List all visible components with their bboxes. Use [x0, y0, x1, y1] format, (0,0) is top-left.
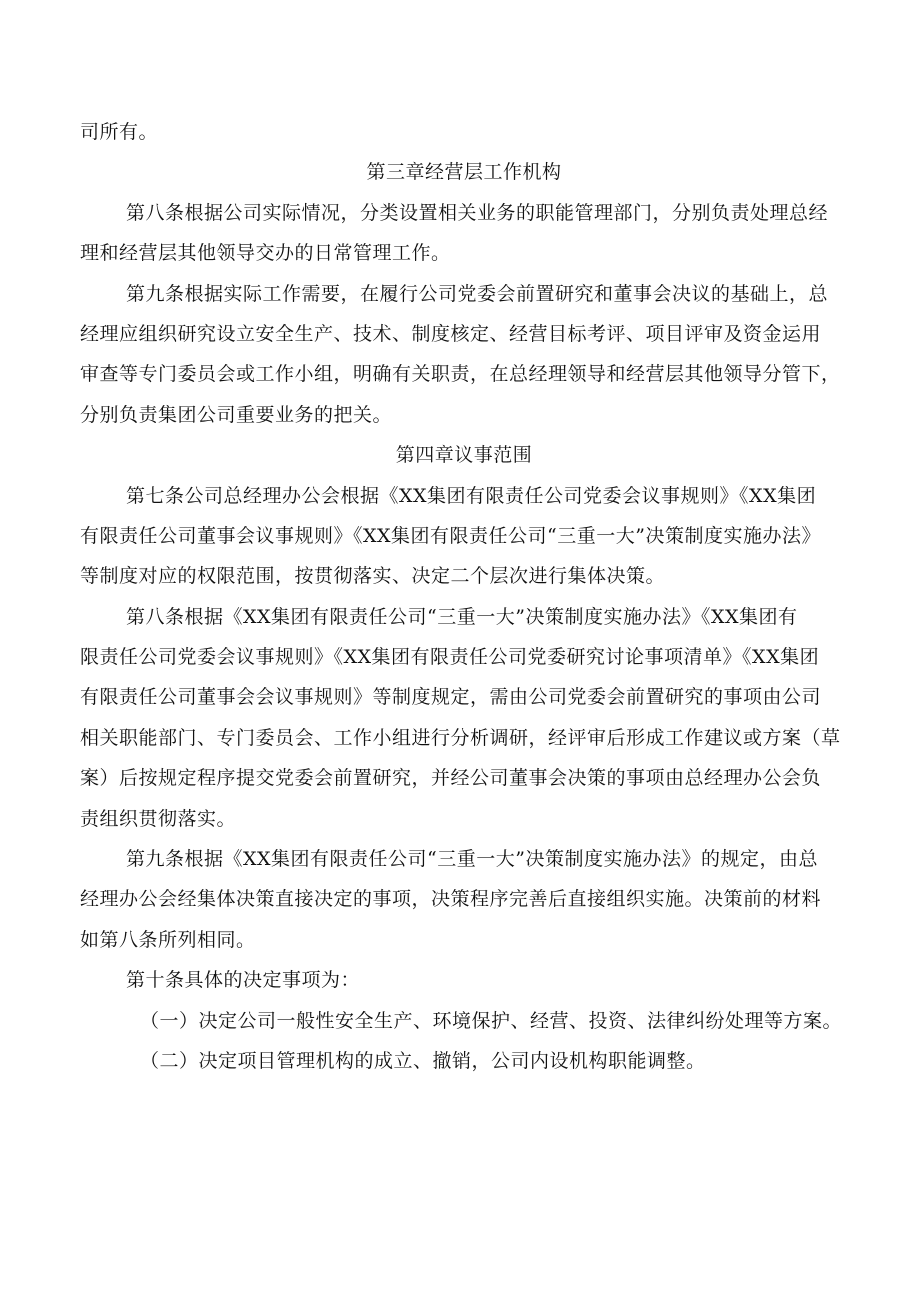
text-line: 经理办公会经集体决策直接决定的事项，决策程序完善后直接组织实施。决策前的材料	[80, 888, 822, 911]
document-page	[80, 119, 848, 1088]
text-line: 如第八条所列相同。	[80, 928, 256, 951]
text-line: 案）后按规定程序提交党委会前置研究，并经公司董事会决策的事项由总经理办公会负	[80, 767, 822, 790]
text-line: 经理应组织研究设立安全生产、技术、制度核定、经营目标考评、项目评审及资金运用	[80, 322, 822, 345]
text-line: 责组织贯彻落实。	[80, 807, 237, 830]
text-line: 分别负责集团公司重要业务的把关。	[80, 403, 393, 426]
text-line: 等制度对应的权限范围，按贯彻落实、决定二个层次进行集体决策。	[80, 565, 666, 588]
text-line: 第八条根据公司实际情况，分类设置相关业务的职能管理部门，分别负责处理总经	[126, 201, 829, 224]
text-line: 理和经营层其他领导交办的日常管理工作。	[80, 242, 451, 265]
text-line: 审查等专门委员会或工作小组，明确有关职责，在总经理领导和经营层其他领导分管下，	[80, 363, 841, 386]
text-line: 第八条根据《XX集团有限责任公司“三重一大”决策制度实施办法》《XX集团有	[126, 605, 798, 628]
list-item: （一）决定公司一般性安全生产、环境保护、经营、投资、法律纠纷处理等方案。	[140, 1009, 843, 1032]
text-line: 限责任公司党委会议事规则》《XX集团有限责任公司党委研究讨论事项清单》《XX集团	[80, 646, 820, 669]
text-line: 相关职能部门、专门委员会、工作小组进行分析调研，经评审后形成工作建议或方案（草	[80, 726, 841, 749]
text-line: 第七条公司总经理办公会根据《XX集团有限责任公司党委会议事规则》《XX集团	[126, 484, 817, 507]
text-line: 有限责任公司董事会会议事规则》等制度规定，需由公司党委会前置研究的事项由公司	[80, 686, 822, 709]
text-line: 司所有。	[80, 121, 159, 143]
text-line: 有限责任公司董事会议事规则》《XX集团有限责任公司“三重一大”决策制度实施办法》	[80, 524, 821, 547]
chapter-heading: 第四章议事范围	[395, 444, 533, 467]
text-line: 第九条根据实际工作需要，在履行公司党委会前置研究和董事会决议的基础上，总	[126, 282, 829, 305]
list-item: （二）决定项目管理机构的成立、撤销，公司内设机构职能调整。	[140, 1049, 706, 1072]
chapter-heading: 第三章经营层工作机构	[366, 161, 562, 184]
text-line: 第十条具体的决定事项为：	[126, 969, 361, 992]
text-line: 第九条根据《XX集团有限责任公司“三重一大”决策制度实施办法》的规定，由总	[126, 848, 818, 871]
